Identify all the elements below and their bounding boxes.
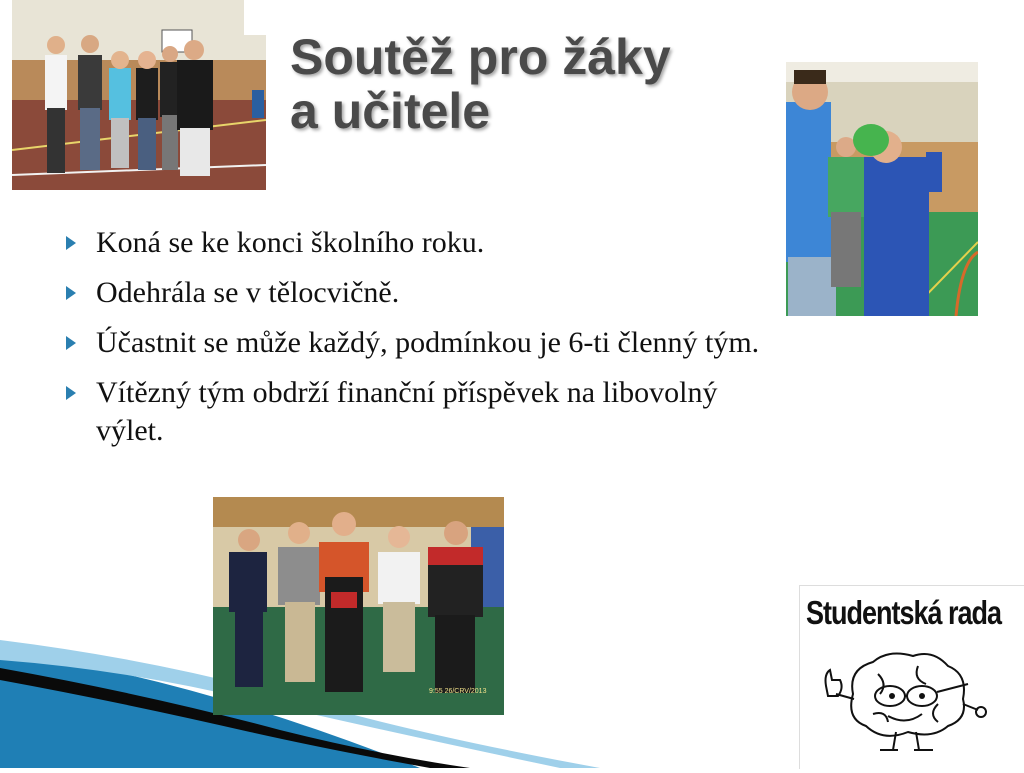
bullet-item: Koná se ke konci školního roku. [66,218,966,268]
studentska-rada-logo [799,585,1024,769]
logo-text: Studentská rada [806,594,1002,632]
brain-mascot-icon [818,644,988,759]
bullet-item: Vítězný tým obdrží finanční příspěvek na libovolný výlet. [66,368,966,450]
slide-title [290,30,760,138]
bullet-arrow-icon [66,336,76,350]
students-group-photo [12,0,266,190]
title-line-1: Soutěž pro žáky [290,29,671,85]
teachers-team-photo [213,497,504,715]
bullet-arrow-icon [66,286,76,300]
bullet-item: Účastnit se může každý, podmínkou je 6-ti členný tým. [66,318,966,368]
bullet-arrow-icon [66,236,76,250]
bullet-arrow-icon [66,386,76,400]
title-line-2: a učitele [290,83,491,139]
bullet-list [66,218,966,450]
photo-timestamp: 9:55 26/CRV/2013 [429,688,487,695]
bullet-item: Odehrála se v tělocvičně. [66,268,966,318]
